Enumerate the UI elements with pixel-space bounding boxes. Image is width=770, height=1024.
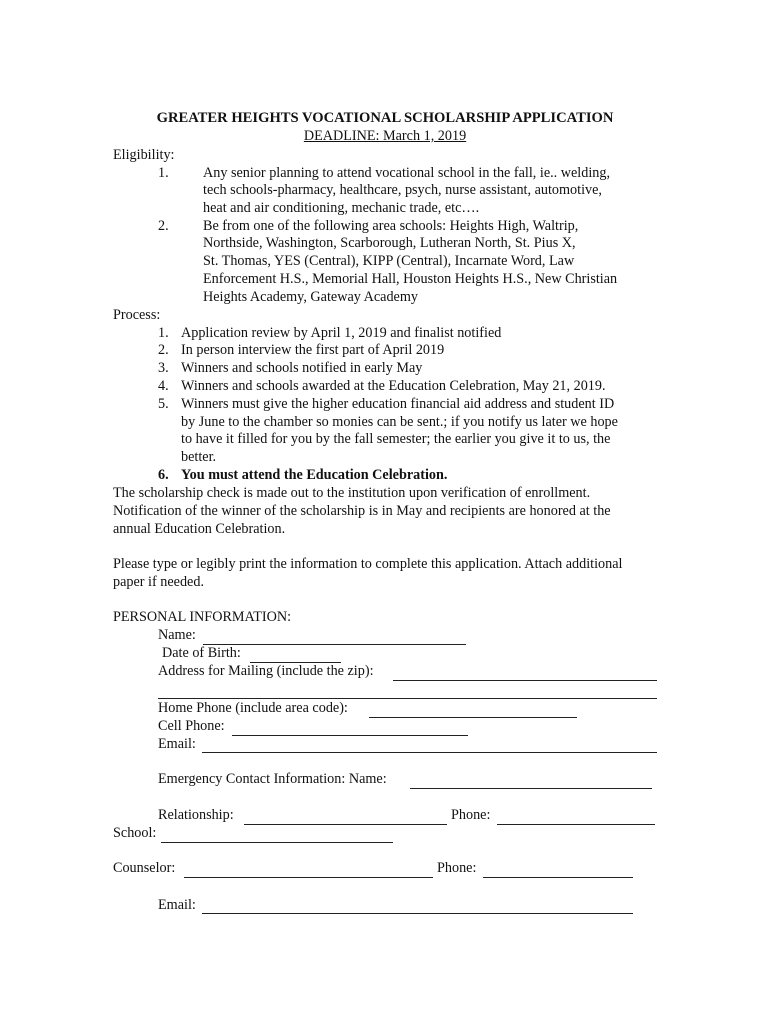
instructions-line: paper if needed. — [113, 574, 204, 590]
counselor-email-field[interactable] — [202, 913, 633, 914]
eligibility-item-text: St. Thomas, YES (Central), KIPP (Central), Incarnate Word, Law — [203, 253, 575, 269]
eligibility-item-text: tech schools-pharmacy, healthcare, psych, nurse assistant, automotive, — [203, 182, 602, 198]
document-title: GREATER HEIGHTS VOCATIONAL SCHOLARSHIP APPLICATION — [156, 110, 614, 126]
process-item-number: 4. — [158, 378, 169, 394]
emergency-phone-label: Phone: — [451, 807, 491, 823]
eligibility-item-text: Any senior planning to attend vocational school in the fall, ie.. welding, — [203, 165, 611, 181]
note-line: The scholarship check is made out to the institution upon verification of enrollment. — [113, 485, 591, 501]
process-item-text: to have it filled for you by the fall semester; the earlier you give it to us, the — [181, 431, 611, 447]
home-phone-label: Home Phone (include area code): — [158, 700, 348, 716]
process-item-text: In person interview the first part of April 2019 — [181, 342, 445, 358]
eligibility-item-text: Heights Academy, Gateway Academy — [203, 289, 418, 305]
note-line: Notification of the winner of the scholarship is in May and recipients are honored at the — [113, 503, 611, 519]
address-field-line-2[interactable] — [158, 698, 657, 699]
name-label: Name: — [158, 627, 196, 643]
emergency-contact-name-field[interactable] — [410, 788, 652, 789]
eligibility-item-number: 2. — [158, 218, 169, 234]
emergency-contact-label: Emergency Contact Information: Name: — [158, 771, 387, 787]
eligibility-item-text: Enforcement H.S., Memorial Hall, Houston Heights H.S., New Christian — [203, 271, 618, 287]
process-heading: Process: — [113, 307, 161, 323]
name-field[interactable] — [203, 644, 466, 645]
eligibility-item-number: 1. — [158, 165, 169, 181]
deadline-line: DEADLINE: March 1, 2019 — [303, 128, 467, 144]
address-label: Address for Mailing (include the zip): — [158, 663, 374, 679]
eligibility-item-text: heat and air conditioning, mechanic trade, etc…. — [203, 200, 480, 216]
cell-phone-label: Cell Phone: — [158, 718, 225, 734]
process-item-text: by June to the chamber so monies can be sent.; if you notify us later we hope — [181, 414, 618, 430]
process-item-number: 1. — [158, 325, 169, 341]
process-item-number: 2. — [158, 342, 169, 358]
counselor-phone-label: Phone: — [437, 860, 477, 876]
email-label: Email: — [158, 736, 196, 752]
emergency-phone-field[interactable] — [497, 824, 655, 825]
relationship-label: Relationship: — [158, 807, 234, 823]
counselor-email-label: Email: — [158, 897, 196, 913]
email-field[interactable] — [202, 752, 657, 753]
counselor-field[interactable] — [184, 877, 433, 878]
process-item-text: Winners and schools notified in early May — [181, 360, 423, 376]
process-item-text: Application review by April 1, 2019 and finalist notified — [181, 325, 502, 341]
process-item-text: Winners and schools awarded at the Education Celebration, May 21, 2019. — [181, 378, 606, 394]
process-item-number: 6. — [158, 467, 169, 483]
instructions-line: Please type or legibly print the information to complete this application. Attach additional — [113, 556, 623, 572]
relationship-field[interactable] — [244, 824, 447, 825]
counselor-label: Counselor: — [113, 860, 176, 876]
personal-info-heading: PERSONAL INFORMATION: — [113, 609, 292, 625]
cell-phone-field[interactable] — [232, 735, 468, 736]
process-item-text-emphasis: You must attend the Education Celebration. — [181, 467, 448, 483]
eligibility-item-text: Be from one of the following area schools: Heights High, Waltrip, — [203, 218, 579, 234]
home-phone-field[interactable] — [369, 717, 577, 718]
address-field[interactable] — [393, 680, 657, 681]
eligibility-item-text: Northside, Washington, Scarborough, Lutheran North, St. Pius X, — [203, 235, 576, 251]
counselor-phone-field[interactable] — [483, 877, 633, 878]
process-item-text: better. — [181, 449, 217, 465]
process-item-number: 3. — [158, 360, 169, 376]
note-line: annual Education Celebration. — [113, 521, 286, 537]
school-field[interactable] — [161, 842, 393, 843]
dob-label: Date of Birth: — [162, 645, 241, 661]
eligibility-heading: Eligibility: — [113, 147, 175, 163]
process-item-number: 5. — [158, 396, 169, 412]
school-label: School: — [113, 825, 157, 841]
process-item-text: Winners must give the higher education financial aid address and student ID — [181, 396, 615, 412]
